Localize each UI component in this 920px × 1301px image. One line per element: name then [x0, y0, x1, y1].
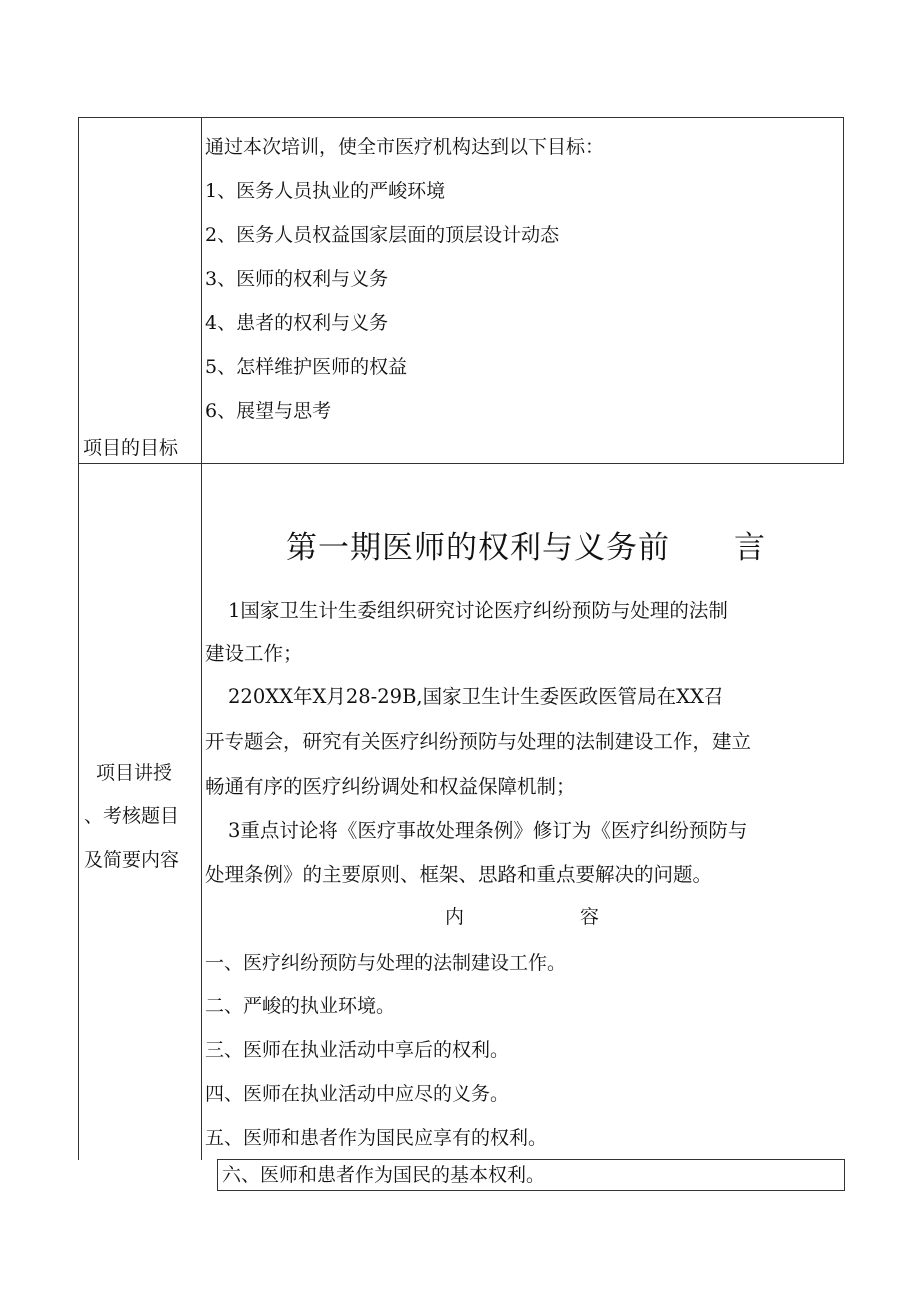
content-item: 五、医师和患者作为国民应享有的权利。	[205, 1127, 548, 1149]
table-left-border	[78, 117, 79, 1160]
table-top-border	[78, 117, 844, 118]
content-item: 四、医师在执业活动中应尽的义务。	[205, 1083, 510, 1105]
goals-intro: 通过本次培训，使全市医疗机构达到以下目标：	[205, 136, 605, 158]
overflow-item-box	[217, 1159, 845, 1191]
content-item: 二、严峻的执业环境。	[205, 995, 396, 1017]
paragraph-line: 畅通有序的医疗纠纷调处和权益保障机制；	[205, 775, 576, 798]
paragraph-line: 220XX年X月28-29B,国家卫生计生委医政医管局在XX召	[228, 685, 724, 708]
section-title-tail: 言	[734, 530, 766, 566]
goal-item: 1、医务人员执业的严峻环境	[205, 180, 446, 202]
goals-label: 项目的目标	[83, 437, 179, 459]
paragraph-line: 建设工作；	[205, 642, 303, 665]
goal-item: 6、展望与思考	[205, 400, 332, 422]
paragraph-line: 开专题会，研究有关医疗纠纷预防与处理的法制建设工作，建立	[205, 730, 752, 753]
content-item: 一、医疗纠纷预防与处理的法制建设工作。	[205, 952, 567, 974]
goal-item: 3、医师的权利与义务	[205, 268, 389, 290]
table-row-divider	[78, 463, 844, 464]
content-label-line: 及简要内容	[84, 849, 180, 871]
section-title-main: 第一期医师的权利与义务前	[286, 530, 670, 566]
paragraph-line: 处理条例》的主要原则、框架、思路和重点要解决的问题。	[205, 863, 713, 886]
table-column-divider	[201, 117, 202, 1160]
content-label-line: 、考核题目	[84, 805, 180, 827]
goal-item: 4、患者的权利与义务	[205, 312, 389, 334]
goal-item: 2、医务人员权益国家层面的顶层设计动态	[205, 224, 560, 246]
table-right-border	[843, 117, 844, 464]
paragraph-line: 1国家卫生计生委组织研究讨论医疗纠纷预防与处理的法制	[228, 599, 728, 622]
content-label-line: 项目讲授	[96, 762, 173, 784]
overflow-item: 六、医师和患者作为国民的基本权利。	[222, 1164, 546, 1186]
goal-item: 5、怎样维护医师的权益	[205, 356, 408, 378]
content-heading-left: 内	[445, 906, 465, 928]
content-item: 三、医师在执业活动中享后的权利。	[205, 1039, 510, 1061]
paragraph-line: 3重点讨论将《医疗事故处理条例》修订为《医疗纠纷预防与	[228, 819, 748, 842]
section-title	[286, 528, 766, 568]
content-heading-right: 容	[580, 906, 600, 928]
